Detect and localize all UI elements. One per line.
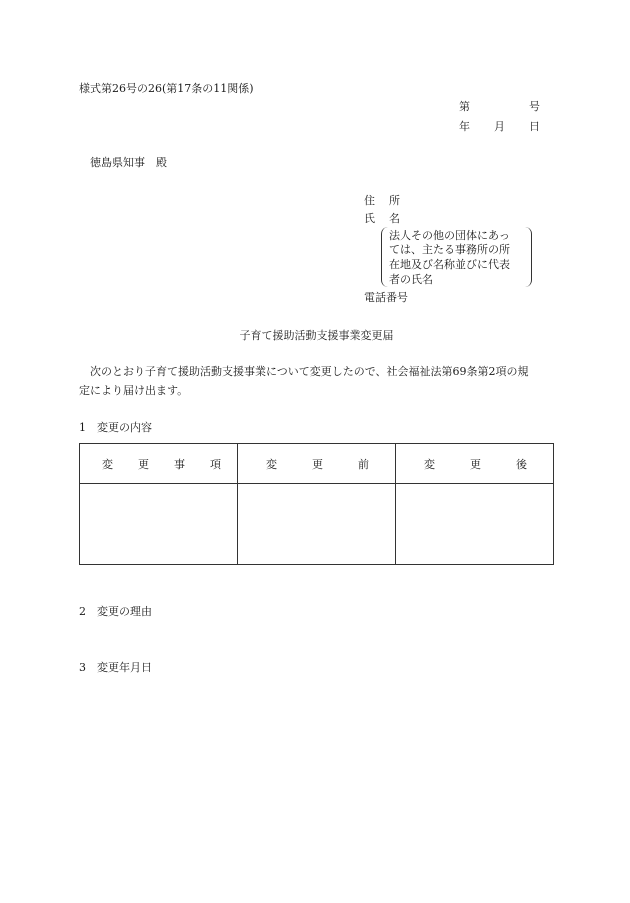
number-prefix: 第 [459, 100, 470, 113]
document-number-line [459, 101, 540, 112]
column-header-after-char: 変 [424, 457, 435, 471]
cell-before[interactable] [238, 484, 396, 565]
address-label-char-1: 住 [364, 194, 375, 207]
table-header-row [80, 444, 554, 484]
body-text-line-2: 定により届け出ます。 [79, 384, 189, 397]
number-suffix: 号 [529, 100, 540, 113]
section3-heading: 3 変更年月日 [79, 661, 152, 674]
document-title-text: 子育て援助活動支援事業変更届 [239, 329, 394, 342]
form-number: 様式第26号の26(第17条の11関係) [79, 82, 254, 95]
column-header-after [396, 444, 554, 484]
section1-heading: 1 変更の内容 [79, 421, 152, 434]
table-row [80, 484, 554, 565]
name-label [364, 213, 400, 224]
addressee: 徳島県知事 殿 [90, 156, 167, 169]
cell-item[interactable] [80, 484, 238, 565]
document-title [0, 330, 630, 341]
date-month: 月 [494, 120, 505, 133]
column-header-before-char: 変 [266, 457, 277, 471]
column-header-before-char: 更 [312, 457, 323, 471]
column-header-item-char: 更 [138, 457, 149, 471]
address-label [364, 195, 400, 206]
column-header-after-char: 後 [516, 457, 527, 471]
date-day: 日 [529, 120, 540, 133]
column-header-before [238, 444, 396, 484]
column-header-before-char: 前 [358, 457, 369, 471]
column-header-item-char: 項 [210, 457, 221, 471]
body-text-line-1: 次のとおり子育て援助活動支援事業について変更したので、社会福祉法第69条第2項の規 [90, 365, 529, 378]
column-header-item-char: 変 [102, 457, 113, 471]
date-line [459, 121, 540, 132]
cell-after[interactable] [396, 484, 554, 565]
note-line-2: ては、主たる事務所の所 [389, 243, 510, 256]
column-header-item [80, 444, 238, 484]
note-line-4: 者の氏名 [389, 273, 433, 286]
phone-label: 電話番号 [364, 291, 408, 304]
changes-table [79, 443, 554, 565]
name-label-char-1: 氏 [364, 212, 375, 225]
note-line-1: 法人その他の団体にあっ [389, 229, 510, 242]
column-header-after-char: 更 [470, 457, 481, 471]
address-label-char-2: 所 [389, 194, 400, 207]
section2-heading: 2 変更の理由 [79, 605, 152, 618]
name-label-char-2: 名 [389, 212, 400, 225]
note-line-3: 在地及び名称並びに代表 [389, 258, 510, 271]
date-year: 年 [459, 120, 470, 133]
column-header-item-char: 事 [174, 457, 185, 471]
